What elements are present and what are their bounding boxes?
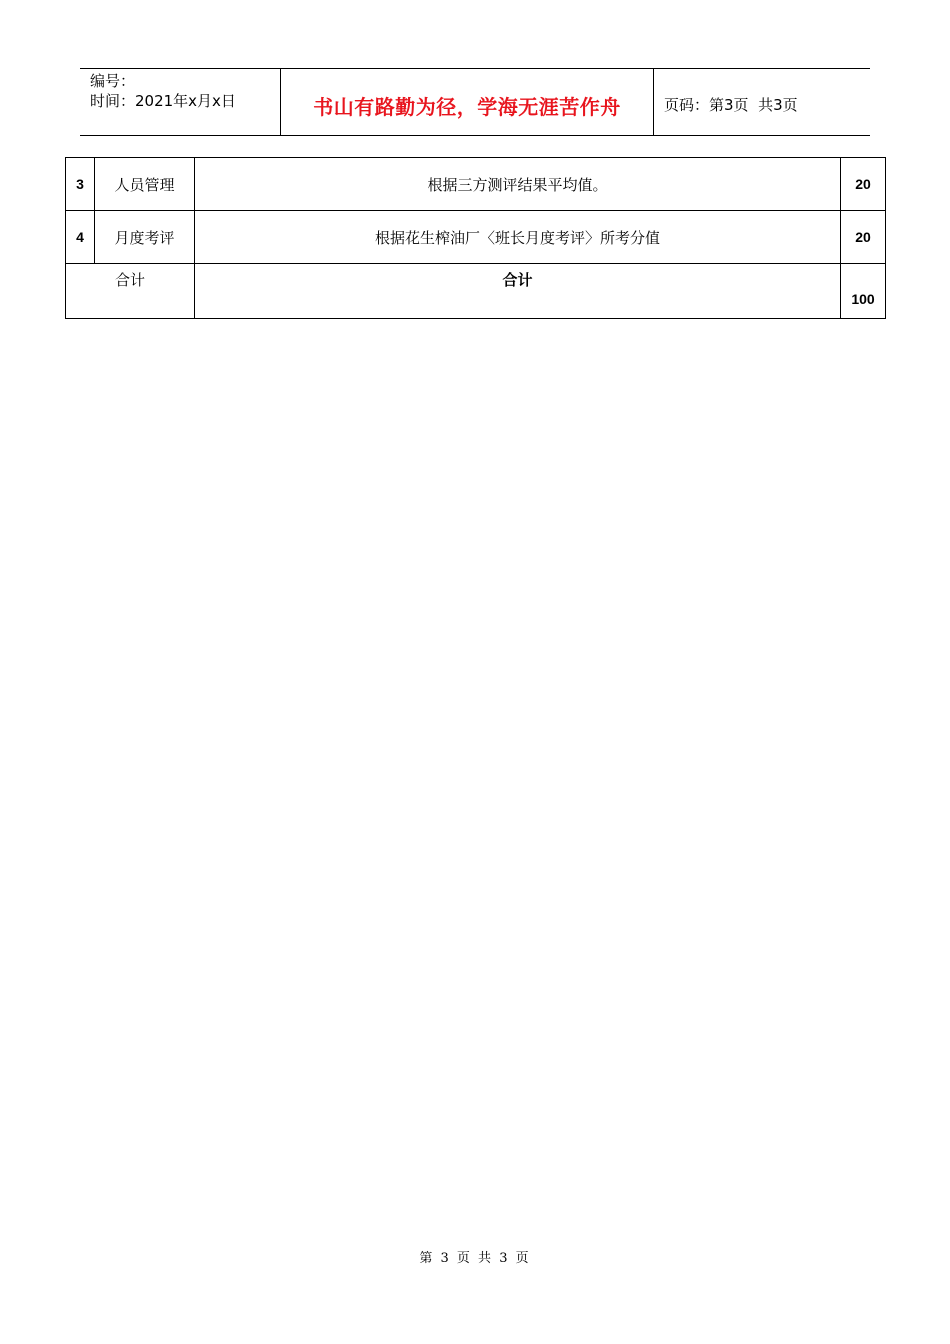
table-total-row [66, 264, 886, 319]
header-page-info: 页码：第3页 共3页 [664, 95, 798, 114]
total-score: 100 [841, 264, 886, 319]
row-item: 月度考评 [95, 211, 195, 264]
row-number: 4 [66, 211, 95, 264]
row-content: 根据花生榨油厂〈班长月度考评〉所考分值 [195, 211, 841, 264]
document-number-label: 编号： [90, 72, 136, 90]
row-content: 根据三方测评结果平均值。 [195, 158, 841, 211]
total-label: 合计 [66, 264, 195, 319]
row-score: 20 [841, 158, 886, 211]
header-meta [80, 69, 281, 135]
document-date: 时间：2021年x月x日 [90, 92, 236, 110]
row-item: 人员管理 [95, 158, 195, 211]
total-content: 合计 [195, 264, 841, 319]
table-row [66, 158, 886, 211]
page-footer: 第 3 页 共 3 页 [419, 1251, 531, 1266]
table-row [66, 211, 886, 264]
row-score: 20 [841, 211, 886, 264]
header-motto: 书山有路勤为径，学海无涯苦作舟 [281, 69, 654, 135]
page-header [80, 68, 870, 136]
row-number: 3 [66, 158, 95, 211]
evaluation-table [65, 157, 886, 319]
